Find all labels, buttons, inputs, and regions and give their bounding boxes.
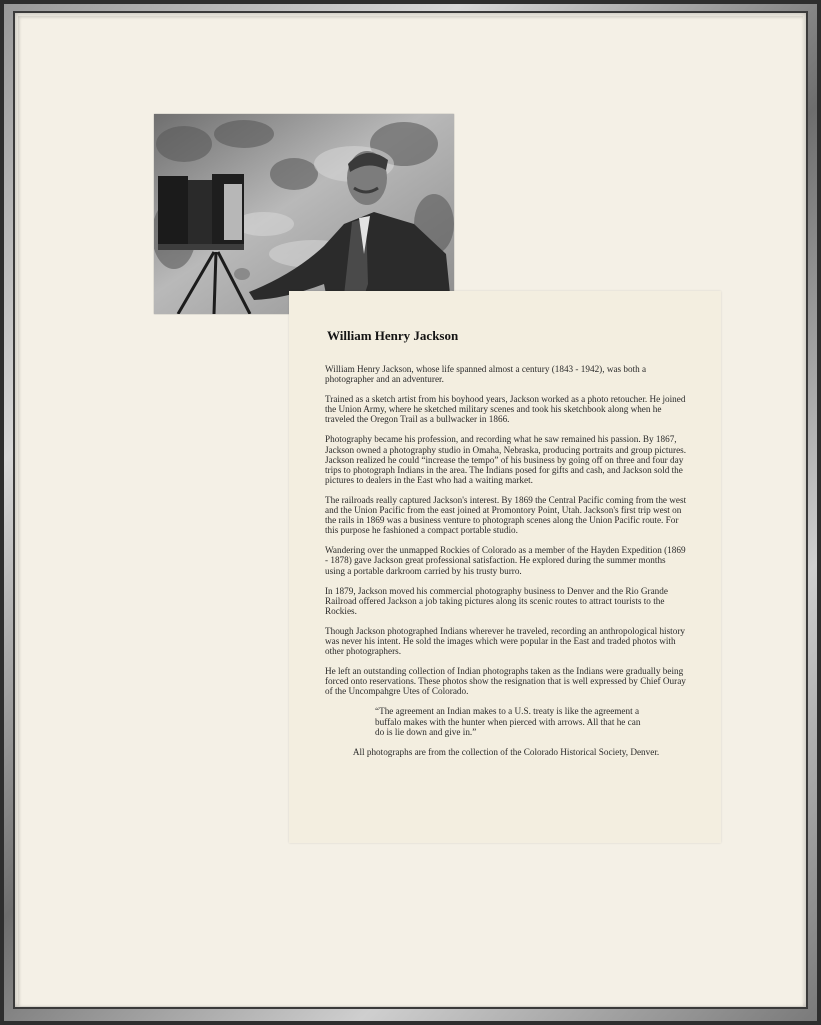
photo-illustration xyxy=(154,114,454,314)
biography-text xyxy=(325,364,687,767)
paragraph-8: He left an outstanding collection of Indian photographs taken as the Indians were gradually being forced onto reservations. These photos show the resignation that is well expressed by Chief Ouray of the Uncompahgre Utes of Colorado. xyxy=(325,666,686,697)
photo-credit: All photographs are from the collection of the Colorado Historical Society, Denver. xyxy=(352,746,660,757)
paragraph-4: The railroads really captured Jackson's interest. By 1869 the Central Pacific coming from the west and the Union Pacific from the east joined at Promontory Point, Utah. Jackson's first trip west on the rails in 1869 was a business venture to photograph scenes along the Union Pacific route. For this purpose he fashioned a compact portable studio. xyxy=(325,494,687,536)
paragraph-3: Photography became his profession, and recording what he saw remained his passion. By 1867, Jackson owned a photography studio in Omaha, Nebraska, producing portraits and group pictures. Jackson realized he could “increase the tempo” of his business by going off on three and four day trips to photograph Indians in the area. The Indians posed for gifts and cash, and Jackson sold the pictures to dealers in the East who had a waiting market. xyxy=(325,434,687,485)
paragraph-1: William Henry Jackson, whose life spanned almost a century (1843 - 1942), was both a photographer and an adventurer. xyxy=(325,364,647,385)
page-title: William Henry Jackson xyxy=(327,328,459,343)
paragraph-2: Trained as a sketch artist from his boyhood years, Jackson worked as a photo retoucher. He joined the Union Army, where he sketched military scenes and took his sketchbook along when he traveled the Oregon Trail as a bullwacker in 1866. xyxy=(325,394,686,425)
paragraph-7: Though Jackson photographed Indians wherever he traveled, recording an anthropological history was never his intent. He sold the images which were popular in the East and traded photos with other photographers. xyxy=(325,625,685,657)
portrait-photo xyxy=(154,114,454,314)
paragraph-5: Wandering over the unmapped Rockies of Colorado as a member of the Hayden Expedition (1869 - 1878) gave Jackson great professional satisfaction. He explored during the summer months using a portable darkroom carried by his trusty burro. xyxy=(325,545,686,576)
paragraph-6: In 1879, Jackson moved his commercial photography business to Denver and the Rio Grande Railroad offered Jackson a job taking pictures along its scenic routes to attract tourists to the Rockies. xyxy=(325,585,668,616)
ouray-quote: “The agreement an Indian makes to a U.S. treaty is like the agreement a buffalo makes with the hunter when pierced with arrows. All that he can do is lie down and give in.” xyxy=(375,706,641,737)
